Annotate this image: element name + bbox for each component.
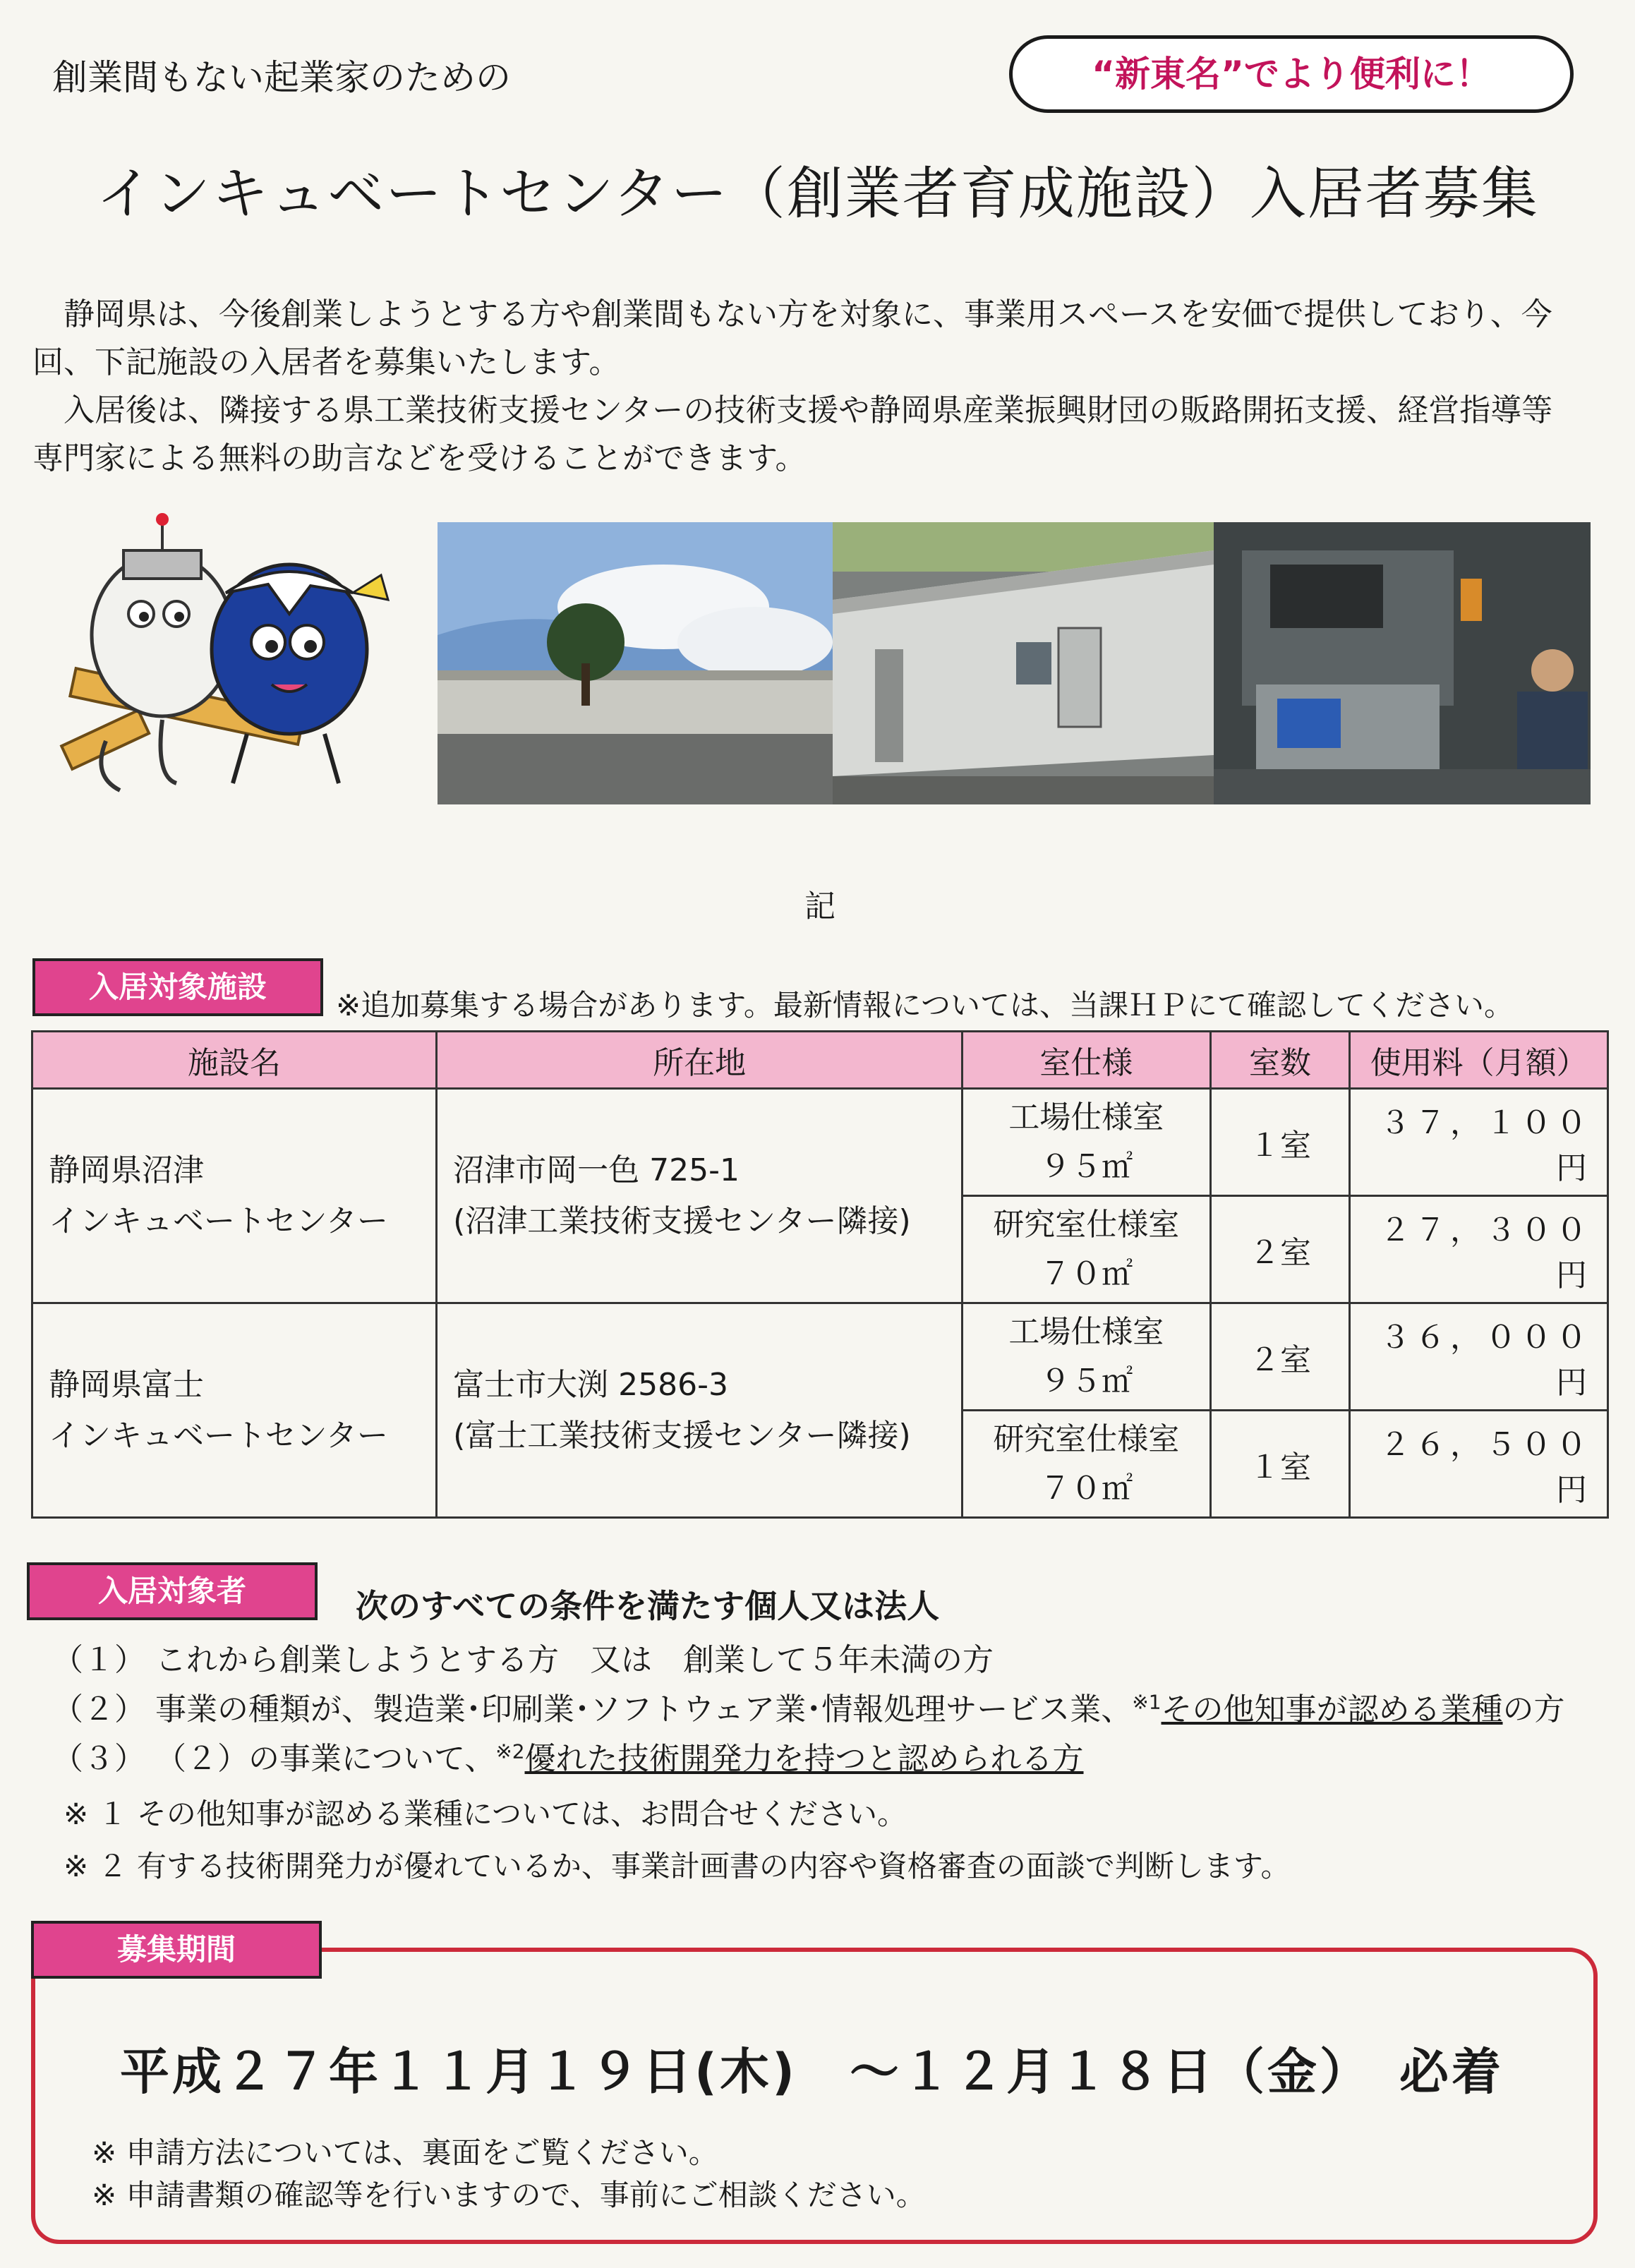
- facility-address-note: (富士工業技術支援センター隣接): [453, 1417, 911, 1454]
- ki-label: 記: [804, 888, 835, 924]
- room-count: １室: [1210, 1411, 1350, 1518]
- room-spec-cell: [963, 1411, 1211, 1518]
- facilities-table: [31, 1030, 1609, 1519]
- facility-address-cell: [437, 1089, 963, 1303]
- eligibility-heading: 次のすべての条件を満たす個人又は法人: [356, 1587, 940, 1625]
- room-spec: 工場仕様室: [1008, 1099, 1164, 1135]
- facility-name: インキュベートセンター: [49, 1417, 388, 1454]
- period-date: 平成２７年１１月１９日(木) ～１２月１８日（金） 必着: [120, 2043, 1504, 2101]
- table-row: [32, 1303, 1608, 1411]
- room-spec-cell: [963, 1089, 1211, 1196]
- section-tag-eligibility: 入居対象者: [27, 1562, 318, 1620]
- intro-line: 静岡県は、今後創業しようとする方や創業間もない方を対象に、事業用スペースを安価で提供しており、今: [64, 296, 1552, 332]
- footnote-marker: ※2: [495, 1739, 525, 1763]
- room-area: ９５㎡: [1039, 1363, 1133, 1399]
- room-fee: ２７，３００円: [1350, 1196, 1608, 1303]
- intro-line: 専門家による無料の助言などを受けることができます。: [32, 440, 807, 476]
- condition-item: [52, 1684, 1565, 1729]
- intro-line: 回、下記施設の入居者を募集いたします。: [32, 344, 620, 380]
- column-header: 室仕様: [963, 1032, 1211, 1089]
- period-note: ※ 申請方法については、裏面をご覧ください。: [92, 2135, 718, 2170]
- condition-text: （２） 事業の種類が、製造業･印刷業･ソフトウェア業･情報処理サービス業、: [52, 1691, 1133, 1727]
- machine-room-photo: [1214, 522, 1591, 804]
- condition-item: [52, 1733, 1084, 1778]
- building-exterior-image: [438, 522, 833, 804]
- intro-paragraph: [32, 291, 1613, 483]
- facility-address: 沼津市岡一色 725-1: [453, 1152, 740, 1188]
- room-spec: 研究室仕様室: [993, 1206, 1180, 1243]
- period-note: ※ 申請書類の確認等を行いますので、事前にご相談ください。: [92, 2178, 926, 2212]
- room-spec-cell: [963, 1196, 1211, 1303]
- room-fee: ２６，５００円: [1350, 1411, 1608, 1518]
- page-title: インキュベートセンター（創業者育成施設）入居者募集: [96, 161, 1539, 227]
- condition-text: の方: [1502, 1691, 1565, 1727]
- column-header: 所在地: [437, 1032, 963, 1089]
- column-header: 施設名: [32, 1032, 437, 1089]
- workshop-building-photo: [833, 522, 1214, 804]
- facility-address-cell: [437, 1303, 963, 1518]
- room-count: ２室: [1210, 1303, 1350, 1411]
- column-header: 使用料（月額）: [1350, 1032, 1608, 1089]
- room-spec: 工場仕様室: [1008, 1313, 1164, 1350]
- facility-address-note: (沼津工業技術支援センター隣接): [453, 1202, 911, 1239]
- facility-name-cell: [32, 1303, 437, 1518]
- facility-name-cell: [32, 1089, 437, 1303]
- room-spec-cell: [963, 1303, 1211, 1411]
- facility-address: 富士市大渕 2586-3: [453, 1366, 728, 1403]
- intro-line: 入居後は、隣接する県工業技術支援センターの技術支援や静岡県産業振興財団の販路開拓支援、経営指導等: [64, 392, 1553, 428]
- footnote: ※ ２ 有する技術開発力が優れているか、事業計画書の内容や資格審査の面談で判断します。: [64, 1849, 1291, 1883]
- building-exterior-photo: [438, 522, 833, 804]
- workshop-building-image: [833, 522, 1214, 804]
- speech-bubble: “新東名”でより便利に！: [1009, 35, 1574, 113]
- table-row: [32, 1089, 1608, 1196]
- section-tag-facilities: 入居対象施設: [32, 958, 323, 1016]
- facilities-note: ※追加募集する場合があります。最新情報については、当課ＨＰにて確認してください。: [336, 988, 1514, 1023]
- room-fee: ３６，０００円: [1350, 1303, 1608, 1411]
- mascot-illustration: [56, 508, 423, 812]
- section-tag-period: 募集期間: [31, 1921, 322, 1979]
- subtitle: 創業間もない起業家のための: [52, 57, 511, 98]
- machine-room-image: [1214, 522, 1591, 804]
- condition-text: （３） （２）の事業について、: [52, 1741, 496, 1777]
- room-count: ２室: [1210, 1196, 1350, 1303]
- table-header-row: [32, 1032, 1608, 1089]
- room-area: ７０㎡: [1039, 1470, 1133, 1507]
- facility-name: 静岡県富士: [49, 1366, 204, 1403]
- room-area: ７０㎡: [1039, 1255, 1133, 1292]
- room-count: １室: [1210, 1089, 1350, 1196]
- facility-name: インキュベートセンター: [49, 1202, 388, 1239]
- facility-name: 静岡県沼津: [49, 1152, 204, 1188]
- room-spec: 研究室仕様室: [993, 1420, 1180, 1457]
- footnote-marker: ※1: [1132, 1690, 1162, 1714]
- room-area: ９５㎡: [1039, 1148, 1133, 1185]
- condition-underlined: 優れた技術開発力を持つと認められる方: [524, 1741, 1084, 1777]
- condition-item: （１） これから創業しようとする方 又は 創業して５年未満の方: [52, 1642, 994, 1678]
- footnote: ※ １ その他知事が認める業種については、お問合せください。: [64, 1797, 907, 1831]
- condition-underlined: その他知事が認める業種: [1161, 1691, 1503, 1727]
- column-header: 室数: [1210, 1032, 1350, 1089]
- room-fee: ３７，１００円: [1350, 1089, 1608, 1196]
